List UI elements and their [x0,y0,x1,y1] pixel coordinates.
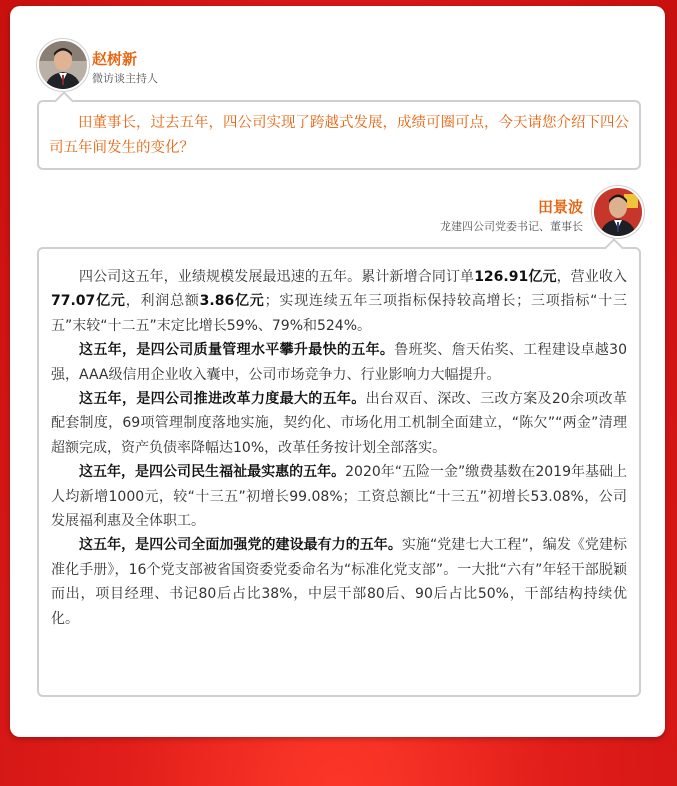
interview-card [10,6,665,737]
guest-role: 龙建四公司党委书记、董事长 [440,220,583,233]
answer-bubble-pointer [604,238,624,258]
answer-paragraph-quality: 这五年，是四公司质量管理水平攀升最快的五年。鲁班奖、詹天佑奖、工程建设卓越30强，AAA级信用企业收入囊中，公司市场竞争力、行业影响力大幅提升。 [51,342,627,383]
host-avatar [37,39,89,91]
host-role: 微访谈主持人 [92,72,158,85]
guest-name: 田景波 [537,198,583,216]
answer-bubble [37,247,641,697]
answer-paragraph-performance: 四公司这五年，业绩规模发展最迅速的五年。累计新增合同订单126.91亿元，营业收入77.07亿元，利润总额3.86亿元；实现连续五年三项指标保持较高增长；三项指标“十三五”末较“十二五”末定比增长59%、79%和524%。 [51,269,628,334]
answer-paragraph-welfare: 这五年，是四公司民生福祉最实惠的五年。2020年“五险一金”缴费基数在2019年基础上人均新增1000元，较“十三五”初增长99.08%；工资总额比“十三五”初增长53.08%，公司发展福利惠及全体职工。 [51,464,627,530]
guest-avatar [592,186,644,238]
question-bubble [37,100,641,170]
answer-paragraph-reform: 这五年，是四公司推进改革力度最大的五年。出台双百、深改、三改方案及20余项改革配套制度，69项管理制度落地实施，契约化、市场化用工机制全面建立，“陈欠”“两金”清理超额完成，资产负债率降幅达10%，改革任务按计划全部落实。 [51,391,627,456]
answer-paragraph-party-building: 这五年，是四公司全面加强党的建设最有力的五年。实施“党建七大工程”，编发《党建标准化手册》，16个党支部被省国资委党委命名为“标准化党支部”。一大批“六有”年轻干部脱颖而出，项目经理、书记80后占比38%，中层干部80后、90后占比50%，干部结构持续优化。 [51,537,627,627]
question-text: 田董事长，过去五年，四公司实现了跨越式发展，成绩可圈可点，今天请您介绍下四公司五年间发生的变化？ [49,115,629,156]
host-name: 赵树新 [92,50,138,68]
